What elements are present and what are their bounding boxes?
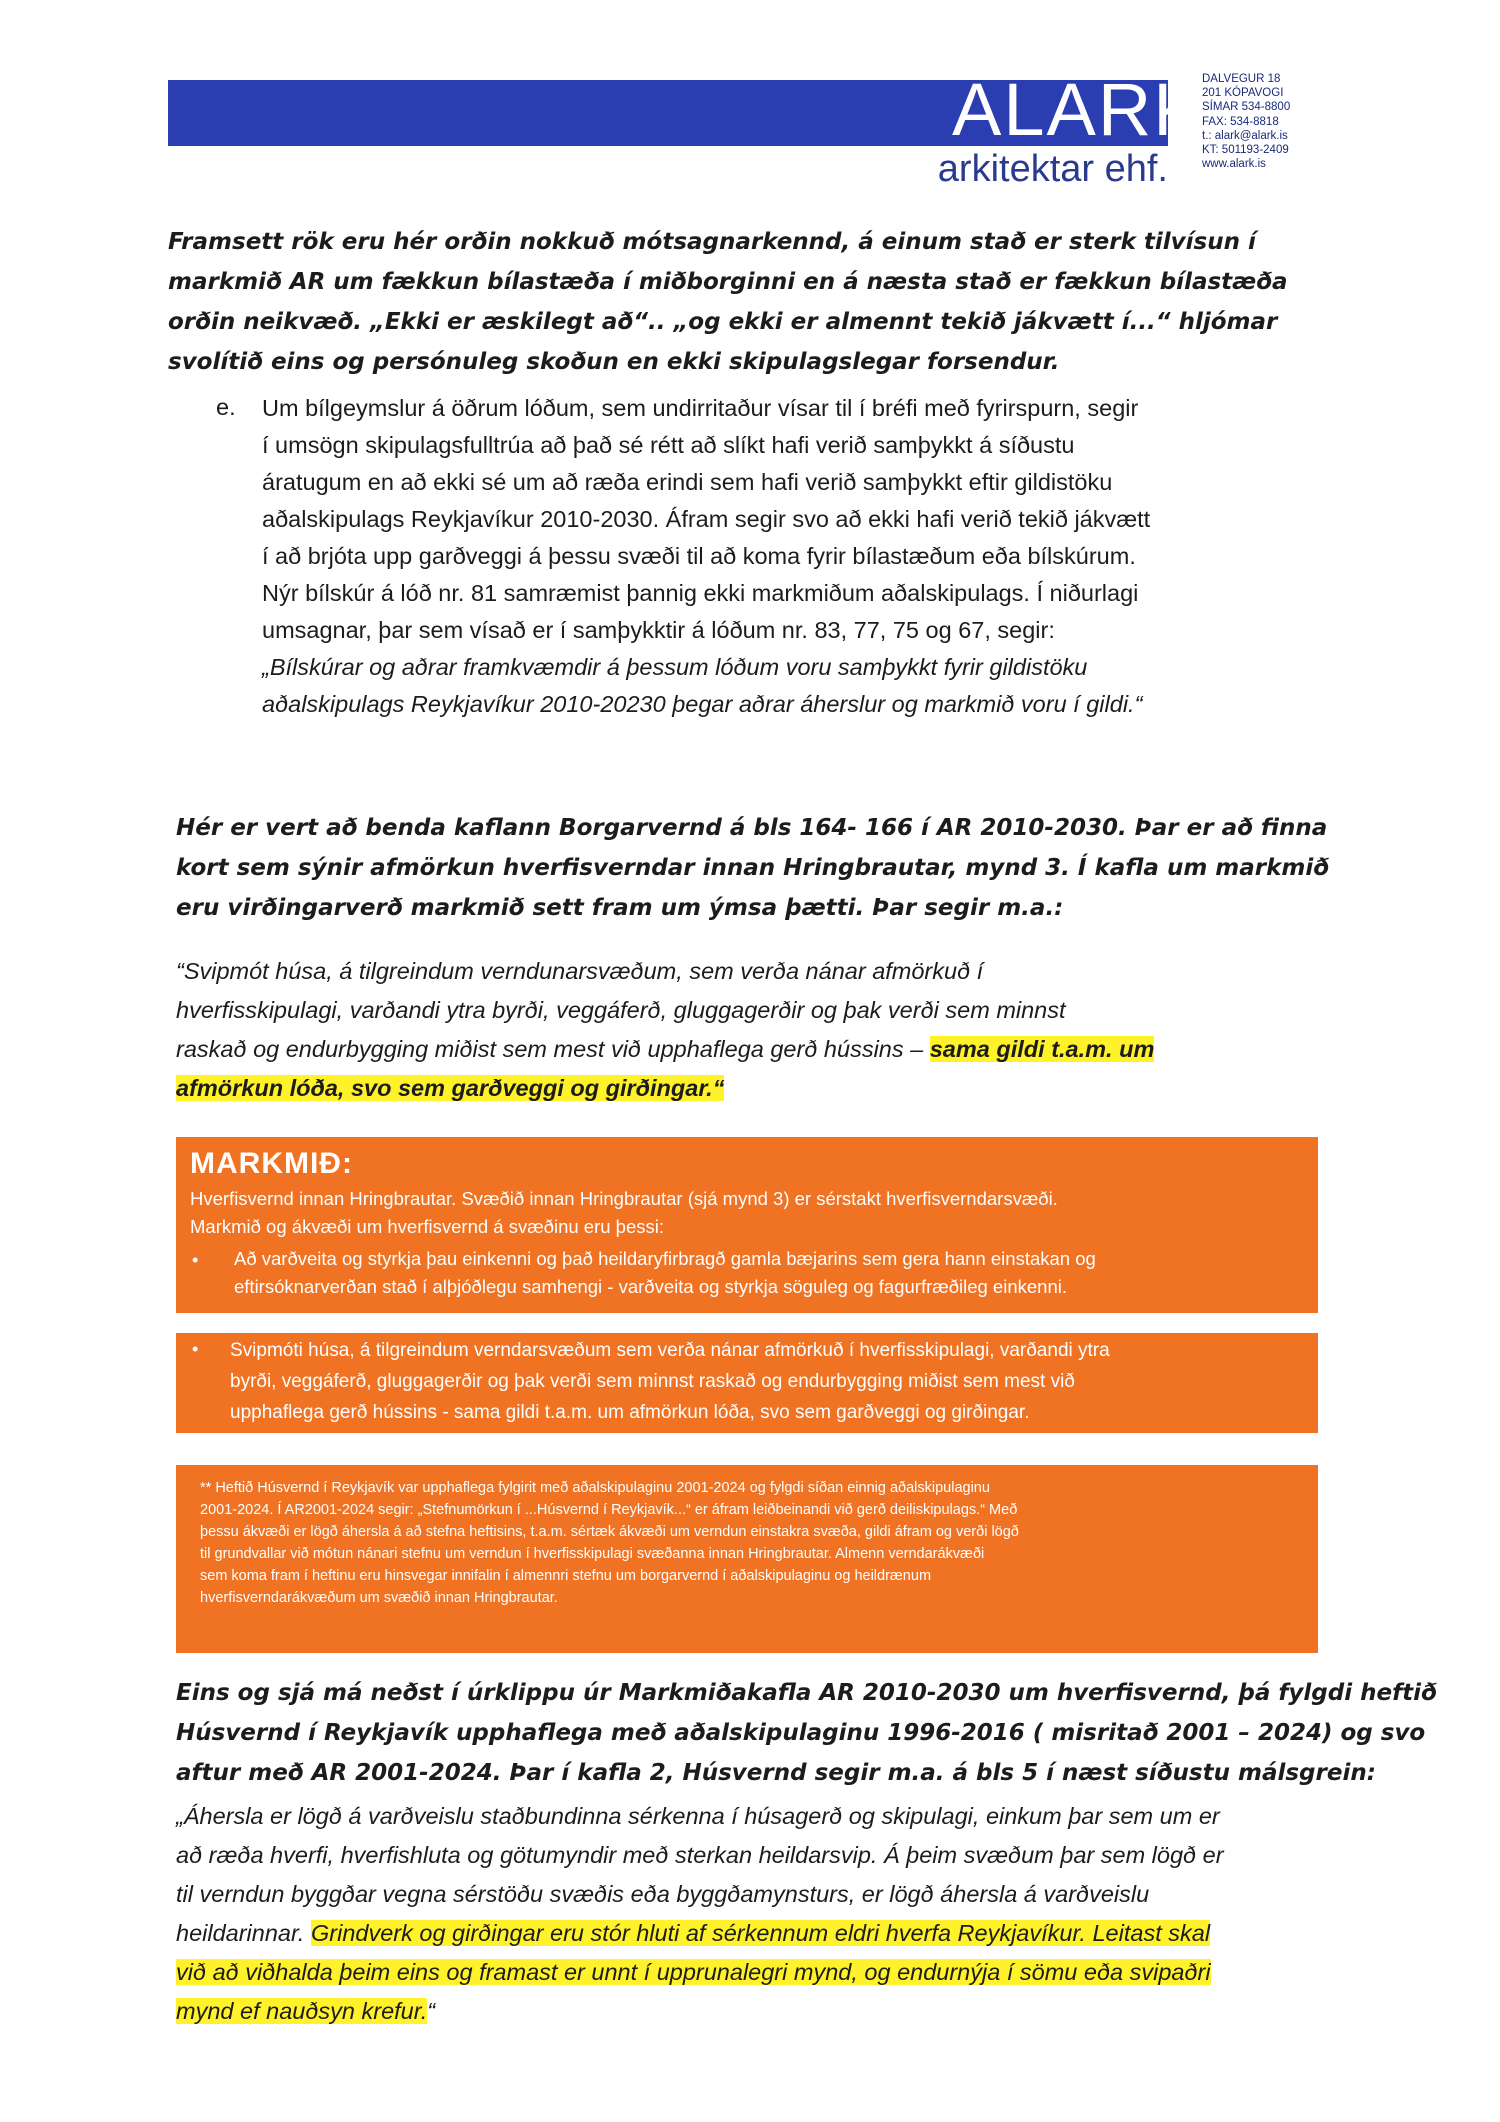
box-line: eftirsóknarverðan stað í alþjóðlegu samhengi - varðveita og styrkja söguleg og fagurfræðileg einkenni. [234,1276,1067,1297]
quote-line: aðalskipulags Reykjavíkur 2010-20230 þegar aðrar áherslur og markmið voru í gildi.“ [262,691,1143,717]
footnote-line: ** Heftið Húsvernd í Reykjavík var upphaflega fylgirit með aðalskipulaginu 2001-2024 og fylgdi síðan einnig aðalskipulaginu [200,1480,990,1496]
footnote-line: sem koma fram í heftinu eru hinsvegar innifalin í almennri stefnu um borgarvernd í aðalskipulaginu og heildrænum [200,1568,932,1584]
bullet-icon: • [192,1339,199,1359]
box-line: Hverfisvernd innan Hringbrautar. Svæðið innan Hringbrautar (sjá mynd 3) er sérstakt hverfisverndarsvæði. [190,1188,1058,1209]
quote-line [176,1953,1224,1992]
website-line: www.alark.is [1202,158,1266,171]
markmid-box-2 [176,1333,1318,1433]
text-line: Hér er vert að benda kaflann Borgarvernd á bls 164- 166 í AR 2010-2030. Þar er að finna [176,815,1328,841]
address-line: DALVEGUR 18 [1202,73,1281,85]
quote-aherslur [176,1797,1224,2031]
address-line: 201 KÓPAVOGI [1202,87,1284,100]
id-line: KT: 501193-2409 [1202,144,1289,157]
markmid-title: MARKMIÐ: [190,1147,353,1180]
text-line: áratugum en að ekki sé um að ræða erindi sem hafi verið samþykkt eftir gildistöku [262,469,1113,495]
text-line: í að brjóta upp garðveggi á þessu svæði til að koma fyrir bílastæðum eða bílskúrum. [262,543,1136,569]
paragraph-intro [168,222,1288,382]
text-line: umsagnar, þar sem vísað er í samþykktir á lóðum nr. 83, 77, 75 og 67, segir: [262,617,1055,643]
quote-line: heildarinnar. Grindverk og girðingar eru stór hluti af sérkennum eldri hverfa Reykjavíkur. Leitast skal [176,1920,1211,1946]
box-line: Að varðveita og styrkja þau einkenni og það heildaryfirbragð gamla bæjarins sem gera hann einstakan og [234,1248,1096,1269]
highlighted-text: mynd ef nauðsyn krefur. [176,1998,428,2024]
email-line: t.: alark@alark.is [1202,129,1288,142]
text-line: í umsögn skipulagsfulltrúa að það sé rétt að slíkt hafi verið samþykkt á síðustu [262,432,1075,458]
quote-line: „Bílskúrar og aðrar framkvæmdir á þessum lóðum voru samþykkt fyrir gildistöku [262,654,1088,680]
quote-line: hverfisskipulagi, varðandi ytra byrði, veggáferð, gluggagerðir og þak verði sem minnst [176,997,1066,1023]
list-marker: e. [216,394,236,420]
footnote-line: til grundvallar við mótun nánari stefnu um verndun í hverfisskipulagi svæðanna innan Hringbrautar. Almenn verndarákvæði [200,1546,985,1562]
company-subtitle: arkitektar ehf. [937,148,1168,190]
box-line: byrði, veggáferð, gluggagerðir og þak verði sem minnst raskað og endurbygging miðist sem mest við [230,1371,1075,1392]
footnote-line: 2001-2024. Í AR2001-2024 segir: „Stefnumörkun í ...Húsvernd í Reykjavík...“ er áfram leiðbeinandi við gerð deiliskipulags.“ Með [200,1502,1018,1518]
box-line: Markmið og ákvæði um hverfisvernd á svæðinu eru þessi: [190,1216,664,1237]
fax-line: FAX: 534-8818 [1202,115,1279,128]
highlighted-text: afmörkun lóða, svo sem garðveggi og girðingar.“ [176,1075,725,1101]
quote-line: til verndun byggðar vegna sérstöðu svæðis eða byggðamynsturs, er lögð áhersla á varðveislu [176,1881,1150,1907]
text-line: svolítið eins og persónuleg skoðun en ekki skipulagslegar forsendur. [168,349,1060,375]
footnote-box [176,1465,1318,1653]
paragraph-borgarvernd [176,808,1329,928]
phone-line: SÍMAR 534-8800 [1202,101,1291,114]
box-line: Svipmóti húsa, á tilgreindum verndarsvæðum sem verða nánar afmörkuð í hverfisskipulagi, varðandi ytra [230,1340,1110,1361]
quote-line: „Áhersla er lögð á varðveislu staðbundinna sérkenna í húsagerð og skipulagi, einkum þar sem um er [176,1803,1220,1829]
text-line: aftur með AR 2001-2024. Þar í kafla 2, Húsvernd segir m.a. á bls 5 í næst síðustu málsgrein: [176,1760,1376,1786]
text-line: Nýr bílskúr á lóð nr. 81 samræmist þannig ekki markmiðum aðalskipulags. Í niðurlagi [262,580,1139,606]
bullet-icon: • [192,1250,199,1270]
text-line: aðalskipulags Reykjavíkur 2010-2030. Áfram segir svo að ekki hafi verið tekið jákvætt [262,506,1151,532]
text-line: Um bílgeymslur á öðrum lóðum, sem undirritaður vísar til í bréfi með fyrirspurn, segir [262,395,1139,421]
contact-block [1202,72,1322,171]
box-line: upphaflega gerð hússins - sama gildi t.a.m. um afmörkun lóða, svo sem garðveggi og girðingar. [230,1402,1030,1423]
quote-line: mynd ef nauðsyn krefur.“ [176,1998,436,2024]
text-line: markmið AR um fækkun bílastæða í miðborginni en á næsta stað er fækkun bílastæða [168,269,1288,295]
highlighted-text: Grindverk og girðingar eru stór hluti af sérkennum eldri hverfa Reykjavíkur. Leitast skal [311,1920,1211,1946]
text-line: Eins og sjá má neðst í úrklippu úr Markmiðakafla AR 2010-2030 um hverfisvernd, þá fylgdi heftið [176,1680,1437,1706]
quote-line: raskað og endurbygging miðist sem mest við upphaflega gerð hússins – sama gildi t.a.m. um [176,1036,1155,1062]
quote-line [176,1069,1154,1108]
company-logo: ALARK [952,68,1205,151]
footnote-line: þessu ákvæði er lögð áhersla á að stefna heftisins, t.a.m. sértæk ákvæði um verndun einstakra svæða, gildi áfram og verði lögð [200,1524,1019,1540]
highlighted-text: sama gildi t.a.m. um [929,1036,1155,1062]
text-line: kort sem sýnir afmörkun hverfisverndar innan Hringbrautar, mynd 3. Í kafla um markmið [176,855,1330,881]
quote-line: að ræða hverfi, hverfishluta og götumyndir með sterkan heildarsvip. Á þeim svæðum þar sem lögð er [176,1842,1224,1868]
paragraph-husvernd [176,1673,1437,1793]
paragraph-item-e [262,390,1150,723]
footnote-line: hverfisverndarákvæðum um svæðið innan Hringbrautar. [200,1590,558,1606]
quote-line: “Svipmót húsa, á tilgreindum verndunarsvæðum, sem verða nánar afmörkuð í [176,958,984,984]
text-line: Framsett rök eru hér orðin nokkuð mótsagnarkennd, á einum stað er sterk tilvísun í [168,229,1256,255]
quote-svipmot [176,952,1154,1108]
markmid-box [176,1137,1318,1313]
highlighted-text: við að viðhalda þeim eins og framast er unnt í upprunalegri mynd, og endurnýja í sömu eða svipaðri [176,1959,1211,1985]
text-line: eru virðingarverð markmið sett fram um ýmsa þætti. Þar segir m.a.: [176,895,1064,921]
text-line: Húsvernd í Reykjavík upphaflega með aðalskipulaginu 1996-2016 ( misritað 2001 – 2024) og svo [176,1720,1426,1746]
text-line: orðin neikvæð. „Ekki er æskilegt að“.. „og ekki er almennt tekið jákvætt í...“ hljómar [168,309,1278,335]
